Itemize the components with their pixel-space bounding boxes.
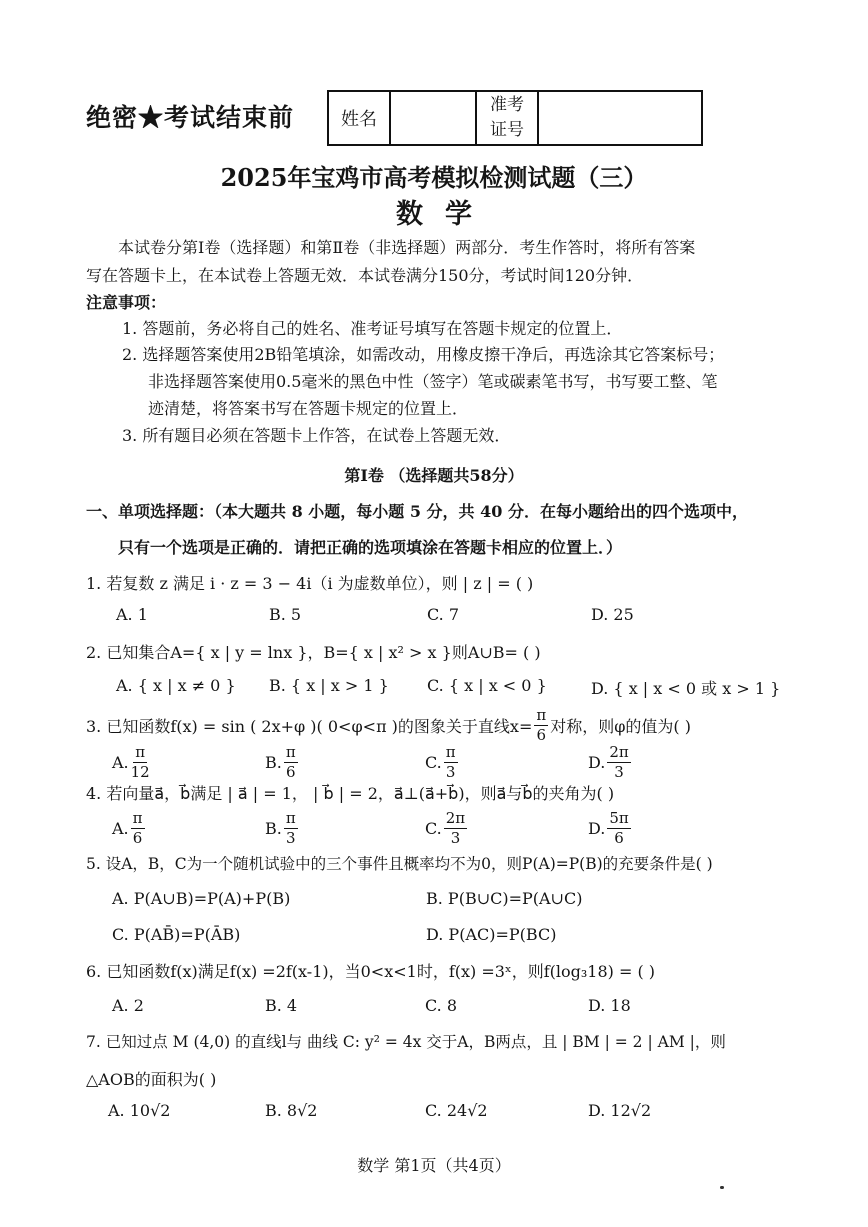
q4-option-c: [425, 811, 469, 846]
q3-d-num: 2π: [609, 743, 629, 761]
question-5-stem: 5. 设A，B，C为一个随机试验中的三个事件且概率均不为0，则P(A)=P(B)的充要条件是( ): [86, 855, 713, 873]
q3-d-fraction: [607, 745, 630, 780]
q3-c-den: 3: [445, 763, 456, 781]
question-7-stem-line1: 7. 已知过点 M (4,0) 的直线l与 曲线 C: y² = 4x 交于A，B两点，且 | BM | = 2 | AM |，则: [86, 1033, 726, 1051]
q4-option-d: [588, 811, 633, 846]
part1-instructions-line2: 只有一个选项是正确的．请把正确的选项填涂在答题卡相应的位置上．）: [118, 538, 623, 557]
q3-a-num: π: [135, 743, 146, 761]
q3-b-label: B.: [265, 753, 282, 772]
q3-option-d: [588, 745, 633, 780]
q4-c-label: C.: [425, 819, 442, 838]
note-2c: 迹清楚，将答案书写在答题卡规定的位置上．: [148, 399, 469, 418]
q3-b-num: π: [285, 743, 296, 761]
q7-option-c: C. 24√2: [425, 1101, 488, 1120]
subject-title: 数学: [396, 199, 494, 230]
q7-option-d: D. 12√2: [588, 1101, 652, 1120]
exam-number-label-line1: 准考: [490, 95, 524, 115]
note-1: 1. 答题前，务必将自己的姓名、准考证号填写在答题卡规定的位置上．: [122, 319, 623, 338]
q2-option-c: C. { x | x < 0 }: [427, 676, 547, 695]
q4-b-den: 3: [286, 829, 296, 847]
q3-a-label: A.: [112, 753, 129, 772]
page-footer: 数学 第1页（共4页）: [357, 1156, 511, 1175]
q3-b-den: 6: [286, 763, 296, 781]
q3-a-den: 12: [130, 763, 150, 781]
q3-d-den: 3: [614, 763, 624, 781]
q1-option-b: B. 5: [269, 605, 302, 624]
q3-stem-pre: 3. 已知函数f(x) = sin ( 2x+φ )( 0<φ<π )的图象关于直线x=: [86, 717, 533, 736]
q4-c-den: 3: [450, 829, 461, 847]
name-field[interactable]: [391, 92, 477, 144]
q3-option-c: [425, 745, 460, 780]
scan-speck: [720, 1186, 724, 1189]
question-2-stem: 2. 已知集合A={ x | y = lnx }，B={ x | x² > x }则A∪B= ( ): [86, 643, 541, 662]
q4-c-num: 2π: [445, 809, 466, 827]
q5-option-c: C. P(AB̄)=P(ĀB): [112, 925, 241, 944]
exam-number-label: [477, 92, 539, 144]
q3-c-fraction: [444, 745, 458, 780]
q6-option-c: C. 8: [425, 996, 458, 1015]
note-2b: 非选择题答案使用0.5毫米的黑色中性（签字）笔或碳素笔书写，书写要工整、笔: [148, 372, 718, 391]
q3-a-fraction: [131, 745, 150, 780]
candidate-info-box: [327, 90, 703, 146]
q4-a-num: π: [132, 809, 143, 827]
q2-option-b: B. { x | x > 1 }: [269, 676, 389, 695]
q5-option-d: D. P(AC)=P(BC): [426, 925, 557, 944]
q3-stem-post: 对称，则φ的值为( ): [550, 717, 691, 736]
q3-stem-fraction: [534, 708, 548, 743]
q4-a-label: A.: [112, 819, 129, 838]
q4-option-a: [112, 811, 147, 846]
q4-d-fraction: [607, 811, 630, 846]
q5-option-b: B. P(B∪C)=P(A∪C): [426, 889, 583, 908]
q7-option-a: A. 10√2: [108, 1101, 171, 1120]
q4-option-b: [265, 811, 300, 846]
q4-b-num: π: [285, 809, 296, 827]
exam-title: 2025年宝鸡市高考模拟检测试题（三）: [220, 163, 648, 192]
exam-number-field[interactable]: [539, 92, 701, 144]
q3-stem-num: π: [536, 706, 547, 724]
question-3-stem: [86, 708, 691, 743]
q4-d-num: 5π: [609, 809, 629, 827]
q1-option-a: A. 1: [116, 605, 148, 624]
q2-option-a: A. { x | x ≠ 0 }: [116, 676, 236, 695]
q4-a-den: 6: [132, 829, 143, 847]
q3-d-label: D.: [588, 753, 606, 772]
intro-line-2: 写在答题卡上，在本试卷上答题无效．本试卷满分150分，考试时间120分钟．: [86, 266, 644, 285]
notes-heading: 注意事项：: [86, 293, 167, 312]
q6-option-b: B. 4: [265, 996, 298, 1015]
q4-b-label: B.: [265, 819, 282, 838]
q5-option-a: A. P(A∪B)=P(A)+P(B): [112, 889, 291, 908]
q3-b-fraction: [284, 745, 298, 780]
q1-option-c: C. 7: [427, 605, 460, 624]
intro-line-1: 本试卷分第Ⅰ卷（选择题）和第Ⅱ卷（非选择题）两部分．考生作答时，将所有答案: [118, 238, 696, 257]
question-7-stem-line2: △AOB的面积为( ): [86, 1070, 217, 1089]
q4-d-label: D.: [588, 819, 606, 838]
q4-d-den: 6: [614, 829, 624, 847]
note-3: 3. 所有题目必须在答题卡上作答，在试卷上答题无效．: [122, 426, 511, 445]
q6-option-d: D. 18: [588, 996, 631, 1015]
q6-option-a: A. 2: [112, 996, 144, 1015]
q4-a-fraction: [131, 811, 145, 846]
q2-option-d: D. { x | x < 0 或 x > 1 }: [591, 679, 781, 698]
q7-option-b: B. 8√2: [265, 1101, 318, 1120]
q3-stem-den: 6: [536, 726, 547, 744]
question-6-stem: 6. 已知函数f(x)满足f(x) =2f(x-1)，当0<x<1时，f(x) =3ˣ，则f(log₃18) = ( ): [86, 962, 656, 981]
q3-option-b: [265, 745, 300, 780]
q3-c-num: π: [445, 743, 456, 761]
section-heading: 第Ⅰ卷 （选择题共58分）: [344, 466, 524, 485]
part1-instructions-line1: 一、单项选择题：（本大题共 8 小题，每小题 5 分，共 40 分．在每小题给出的四个选项中，: [86, 502, 748, 521]
confidential-label: 绝密★考试结束前: [86, 103, 295, 132]
note-2a: 2. 选择题答案使用2B铅笔填涂，如需改动，用橡皮擦干净后，再选涂其它答案标号；: [122, 345, 725, 364]
q4-c-fraction: [444, 811, 467, 846]
exam-number-label-line2: 证号: [490, 120, 524, 140]
name-label: 姓名: [329, 92, 391, 144]
question-4-stem: 4. 若向量a⃗，b⃗满足 | a⃗ | = 1， | b⃗ | = 2，a⃗⊥(a⃗+b⃗)，则a⃗与b⃗的夹角为( ): [86, 784, 615, 803]
q1-option-d: D. 25: [591, 605, 634, 624]
q3-option-a: [112, 745, 152, 780]
question-1-stem: 1. 若复数 z 满足 i · z = 3 − 4i（i 为虚数单位），则 | z | = ( ): [86, 574, 534, 593]
q3-c-label: C.: [425, 753, 442, 772]
q4-b-fraction: [284, 811, 298, 846]
